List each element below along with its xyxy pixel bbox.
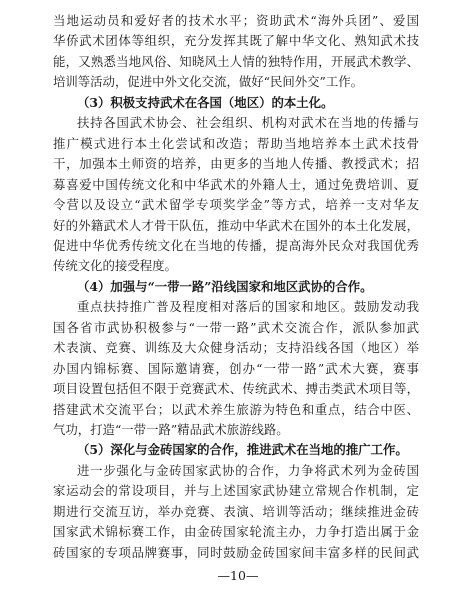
paragraph-last-line: 培训等活动，促进中外文化交流，做好“民间外交”工作。 <box>53 74 364 89</box>
paragraph-line: 当地运动员和爱好者的技术水平；资助武术“海外兵团”、爱国 <box>53 13 419 28</box>
paragraph-first-line: 进一步强化与金砖国家武协的合作，力争将武术列为金砖国 <box>77 463 419 478</box>
paragraph-line: 国各省市武协积极参与“一带一路”武术交流合作，派队参加武 <box>53 320 419 335</box>
paragraph-line: 术表演、竞赛、训练及大众健身活动；支持沿线各国（地区）举 <box>53 340 419 355</box>
paragraph-line: 期进行交流互访，举办竞赛、表演、培训等活动；继续推进金砖 <box>53 504 419 519</box>
paragraph-line: 促进中华优秀传统文化在当地的传播，提高海外民众对我国优秀 <box>53 238 419 253</box>
paragraph-line: 募喜爱中国传统文化和中华武术的外籍人士，通过免费培训、夏 <box>53 177 419 192</box>
paragraph-line: 推广模式进行本土化尝试和改造；帮助当地培养本土武术技骨 <box>53 136 419 151</box>
paragraph-last-line: 传统文化的接受程度。 <box>53 258 177 273</box>
paragraph-line: 搭建武术交流平台；以武术养生旅游为特色和重点，结合中医、 <box>53 402 419 417</box>
paragraph-line: 干，加强本土师资的培养，由更多的当地人传播、教授武术；招 <box>53 156 419 171</box>
paragraph-line: 项目设置包括但不限于竞赛武术、传统武术、搏击类武术项目等， <box>53 381 419 396</box>
paragraph-first-line: 重点扶持推广普及程度相对落后的国家和地区。鼓励发动我 <box>77 299 419 314</box>
paragraph-line: 华侨武术团体等组织，充分发挥其既了解中华文化、熟知武术技 <box>53 33 419 48</box>
paragraph-line: 国家武术锦标赛工作，由金砖国家轮流主办，力争打造出属于金 <box>53 524 419 539</box>
section-heading: （4）加强与“一带一路”沿线国家和地区武协的合作。 <box>77 279 373 294</box>
paragraph-line: 办国内锦标赛、国际邀请赛，创办“一带一路”武术大赛，赛事 <box>53 361 419 376</box>
paragraph-first-line: 扶持各国武术协会、社会组织、机构对武术在当地的传播与 <box>77 115 419 130</box>
paragraph-line: 家运动会的常设项目，并与上述国家武协建立常规合作机制，定 <box>53 483 419 498</box>
paragraph-last-line: 气功，打造“一带一路”精品武术旅游线路。 <box>53 422 289 437</box>
page-number: —10— <box>217 568 259 583</box>
paragraph-line: 能，又熟悉当地风俗、知晓风土人情的独特作用，开展武术教学、 <box>53 54 419 69</box>
section-heading: （3）积极支持武术在各国（地区）的本土化。 <box>77 95 334 110</box>
paragraph-line: 砖国家的专项品牌赛事，同时鼓励金砖国家间丰富多样的民间武 <box>53 545 419 560</box>
paragraph-line: 好的外籍武术人才骨干队伍，推动中华武术在国外的本土化发展， <box>53 218 419 233</box>
paragraph-line: 令营以及设立“武术留学专项奖学金”等方式，培养一支对华友 <box>53 197 419 212</box>
section-heading: （5）深化与金砖国家的合作，推进武术在当地的推广工作。 <box>77 442 408 457</box>
